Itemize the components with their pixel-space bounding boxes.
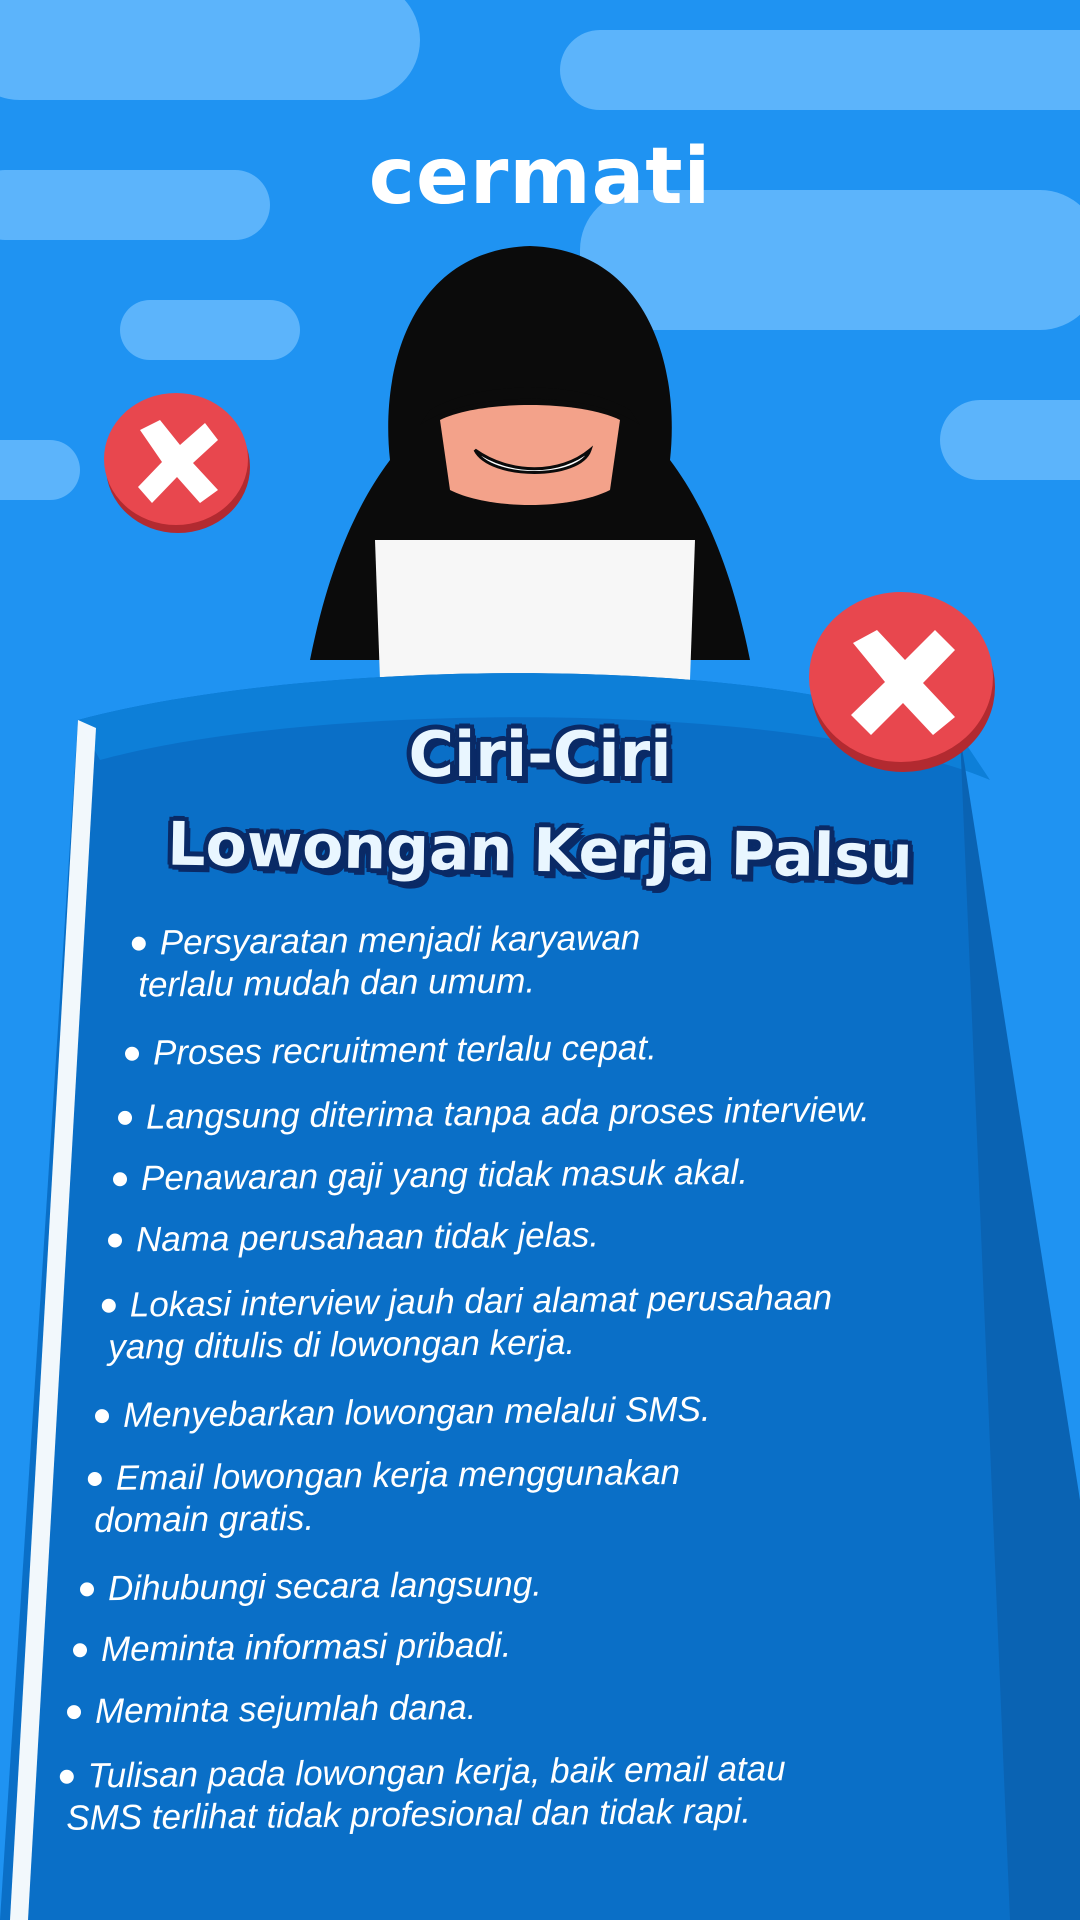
list-item-text: Persyaratan menjadi karyawan: [159, 918, 641, 963]
list-item-text: Menyebarkan lowongan melalui SMS.: [122, 1389, 711, 1435]
bullet-icon: [102, 1298, 116, 1312]
bullet-icon: [125, 1046, 139, 1060]
bullet-icon: [132, 936, 146, 950]
list-item: [95, 1389, 711, 1437]
list-item-text: Nama perusahaan tidak jelas.: [135, 1215, 600, 1260]
bullet-icon: [67, 1705, 81, 1719]
bullet-icon: [108, 1233, 122, 1247]
list-item: [118, 1089, 870, 1139]
list-item: [73, 1625, 512, 1672]
bullet-icon: [60, 1769, 74, 1783]
list-item-text: Penawaran gaji yang tidak masuk akal.: [140, 1152, 749, 1199]
list-item: [108, 1214, 599, 1261]
list-item: [88, 1452, 681, 1542]
list-item: [60, 1748, 787, 1840]
list-item: [113, 1152, 748, 1201]
bullet-icon: [113, 1172, 127, 1186]
bullet-icon: [95, 1409, 109, 1423]
list-item-text: Meminta sejumlah dana.: [94, 1687, 477, 1731]
list-item-text: Tulisan pada lowongan kerja, baik email atau: [87, 1749, 786, 1796]
brand-logo: cermati: [368, 132, 712, 222]
bullet-icon: [88, 1472, 102, 1486]
bullet-icon: [80, 1582, 94, 1596]
list-item-text: Meminta informasi pribadi.: [100, 1625, 512, 1670]
red-x-icon: [100, 385, 255, 535]
list-item-text-continued: domain gratis.: [94, 1498, 315, 1541]
bullet-icon: [73, 1643, 87, 1657]
title-line-1: Ciri-Ciri: [408, 718, 672, 791]
list-item: [80, 1564, 542, 1611]
list-item-text-continued: SMS terlihat tidak profesional dan tidak rapi.: [66, 1791, 752, 1838]
list-item: [125, 1027, 657, 1075]
list-item-text: Langsung diterima tanpa ada proses interview.: [145, 1090, 870, 1137]
list-item-text: Dihubungi secara langsung.: [107, 1564, 543, 1609]
list-item: [102, 1277, 833, 1369]
list-item-text-continued: terlalu mudah dan umum.: [138, 961, 536, 1005]
title-line-2: Lowongan Kerja Palsu: [166, 809, 914, 893]
list-item-text: Lokasi interview jauh dari alamat perusahaan: [129, 1278, 833, 1325]
list-item-text: Proses recruitment terlalu cepat.: [152, 1028, 658, 1073]
bullet-icon: [118, 1111, 132, 1125]
list-item-text: Email lowongan kerja menggunakan: [115, 1452, 681, 1498]
list-item: [67, 1687, 477, 1733]
list-item-text-continued: yang ditulis di lowongan kerja.: [108, 1322, 576, 1367]
list-item: [132, 917, 641, 1006]
